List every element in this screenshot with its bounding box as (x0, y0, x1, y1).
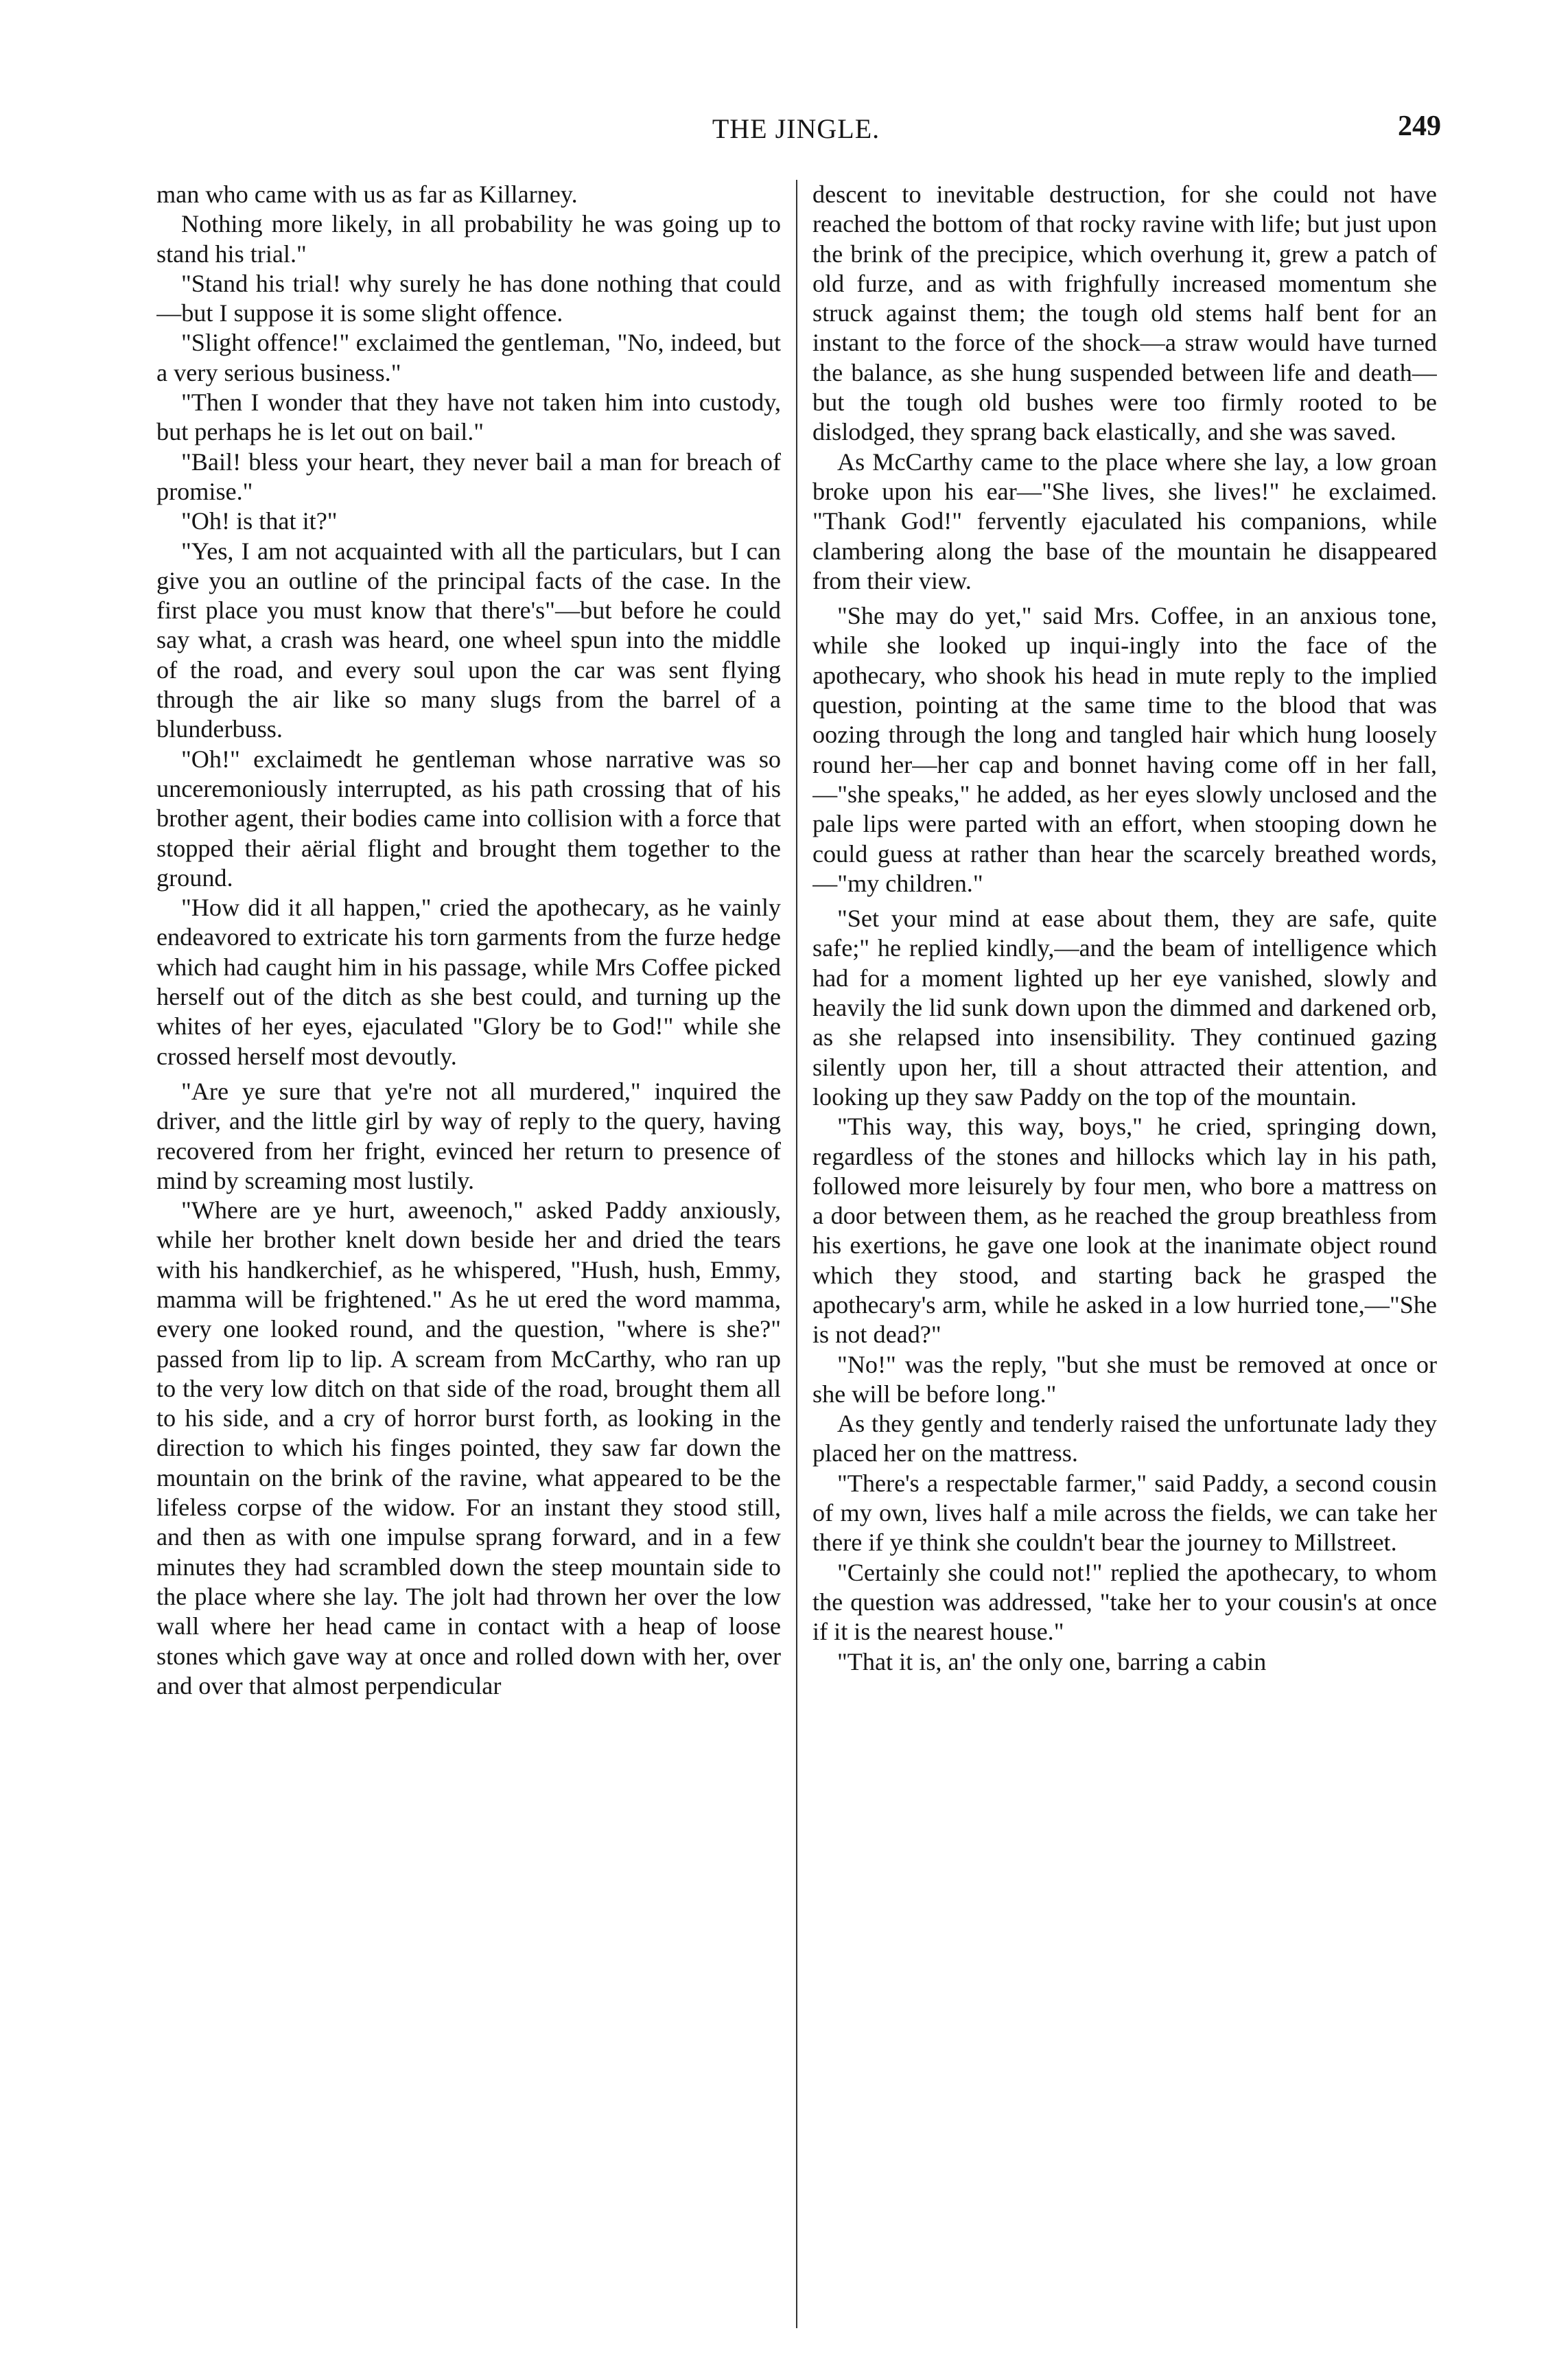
page-header (151, 110, 1441, 165)
paragraph: "Where are ye hurt, aweenoch," asked Paddy anxiously, while her brother knelt down beside her and dried the tears with his handkerchief, as he whispered, "Hush, hush, Emmy, mamma will be frightened." As he ut ered the word mamma, every one looked round, and the question, "where is she?" passed from lip to lip. A scream from McCarthy, who ran up to the very low ditch on that side of the road, brought them all to his side, and a cry of horror burst forth, as looking in the direction to which his finges pointed, they saw far down the mountain on the brink of the ravine, what appeared to be the lifeless corpse of the widow. For an instant they stood still, and then as with one impulse sprang forward, and in a few minutes they had scrambled down the steep mountain side to the place where she lay. The jolt had thrown her over the low wall where her head came in contact with a heap of loose stones which gave way at once and rolled down with her, over and over that almost perpendicular (156, 1196, 781, 1699)
paragraph: "Set your mind at ease about them, they are safe, quite safe;" he replied kindly,—and the beam of intelligence which had for a moment lighted up her eye vanished, slowly and heavily the lid sunk down upon the dimmed and darkened orb, as she relapsed into insensibility. They continued gazing silently upon her, till a shout attracted their attention, and looking up they saw Paddy on the top of the mountain. (812, 905, 1437, 1111)
paragraph: "How did it all happen," cried the apothecary, as he vainly endeavored to extricate his torn garments from the furze hedge which had caught him in his passage, while Mrs Coffee picked herself out of the ditch as she best could, and turning up the whites of her eyes, ejaculated "Glory be to God!" while she crossed herself most devoutly. (156, 894, 781, 1070)
paragraph: descent to inevitable destruction, for she could not have reached the bottom of that rocky ravine with life; but just upon the brink of the precipice, which overhung it, grew a patch of old furze, and as with frighfully increased momentum she struck against them; the tough old stems half bent for an instant to the force of the shock—a straw would have turned the balance, as she hung suspended between life and death—but the tough old bushes were too firmly rooted to be dislodged, they sprang back elastically, and she was saved. (812, 181, 1437, 446)
paragraph: "Are ye sure that ye're not all murdered," inquired the driver, and the little girl by way of reply to the query, having recovered from her fright, evinced her return to presence of mind by screaming most lustily. (156, 1077, 781, 1194)
right-column (812, 180, 1437, 2335)
page-number: 249 (1398, 111, 1441, 142)
running-title: THE JINGLE. (712, 113, 880, 144)
paragraph: man who came with us as far as Killarney. (156, 181, 578, 208)
paragraph: "Oh! is that it?" (181, 507, 338, 535)
left-column (156, 180, 781, 2335)
paragraph: As they gently and tenderly raised the unfortunate lady they placed her on the mattress. (812, 1410, 1437, 1467)
paragraph: Nothing more likely, in all probability he was going up to stand his trial." (156, 210, 781, 268)
paragraph: "Slight offence!" exclaimed the gentleman, "No, indeed, but a very serious business." (156, 329, 781, 386)
paragraph: "That it is, an' the only one, barring a cabin (837, 1647, 1267, 1675)
column-divider (796, 180, 797, 2328)
paragraph: "Oh!" exclaimedt he gentleman whose narrative was so unceremoniously interrupted, as his path crossing that of his brother agent, their bodies came into collision with a force that stopped their aërial flight and brought them together to the ground. (156, 745, 781, 892)
paragraph: "This way, this way, boys," he cried, springing down, regardless of the stones and hillocks which lay in his path, followed more leisurely by four men, who bore a mattress on a door between them, as he reached the group breathless from his exertions, he gave one look at the inanimate object round which they stood, and starting back he grasped the apothecary's arm, while he asked in a low hurried tone,—"She is not dead?" (812, 1113, 1437, 1349)
paragraph: "She may do yet," said Mrs. Coffee, in an anxious tone, while she looked up inqui-ingly into the face of the apothecary, who shook his head in mute reply to the implied question, pointing at the same time to the blood that was oozing through the long and tangled hair which hung loosely round her—her cap and bonnet having come off in her fall,—"she speaks," he added, as her eyes slowly unclosed and the pale lips were parted with an effort, when stooping down he could guess at rather than hear the scarcely breathed words,—"my children." (812, 602, 1437, 897)
paragraph: "Stand his trial! why surely he has done nothing that could—but I suppose it is some slight offence. (156, 269, 781, 327)
paragraph: "There's a respectable farmer," said Paddy, a second cousin of my own, lives half a mile across the fields, we can take her there if ye think she couldn't bear the journey to Millstreet. (812, 1469, 1437, 1557)
paragraph: "Yes, I am not acquainted with all the particulars, but I can give you an outline of the principal facts of the case. In the first place you must know that there's"—but before he could say what, a crash was heard, one wheel spun into the middle of the road, and every soul upon the car was sent flying through the air like so many slugs from the barrel of a blunderbuss. (156, 537, 781, 743)
paragraph: "Then I wonder that they have not taken him into custody, but perhaps he is let out on bail." (156, 388, 781, 446)
paragraph: "Certainly she could not!" replied the apothecary, to whom the question was addressed, "take her to your cousin's at once if it is the nearest house." (812, 1558, 1437, 1646)
paragraph: As McCarthy came to the place where she lay, a low groan broke upon his ear—"She lives, she lives!" he exclaimed. "Thank God!" fervently ejaculated his companions, while clambering along the base of the mountain he disappeared from their view. (812, 448, 1437, 594)
paragraph: "Bail! bless your heart, they never bail a man for breach of promise." (156, 448, 781, 505)
paragraph: "No!" was the reply, "but she must be removed at once or she will be before long." (812, 1350, 1437, 1408)
